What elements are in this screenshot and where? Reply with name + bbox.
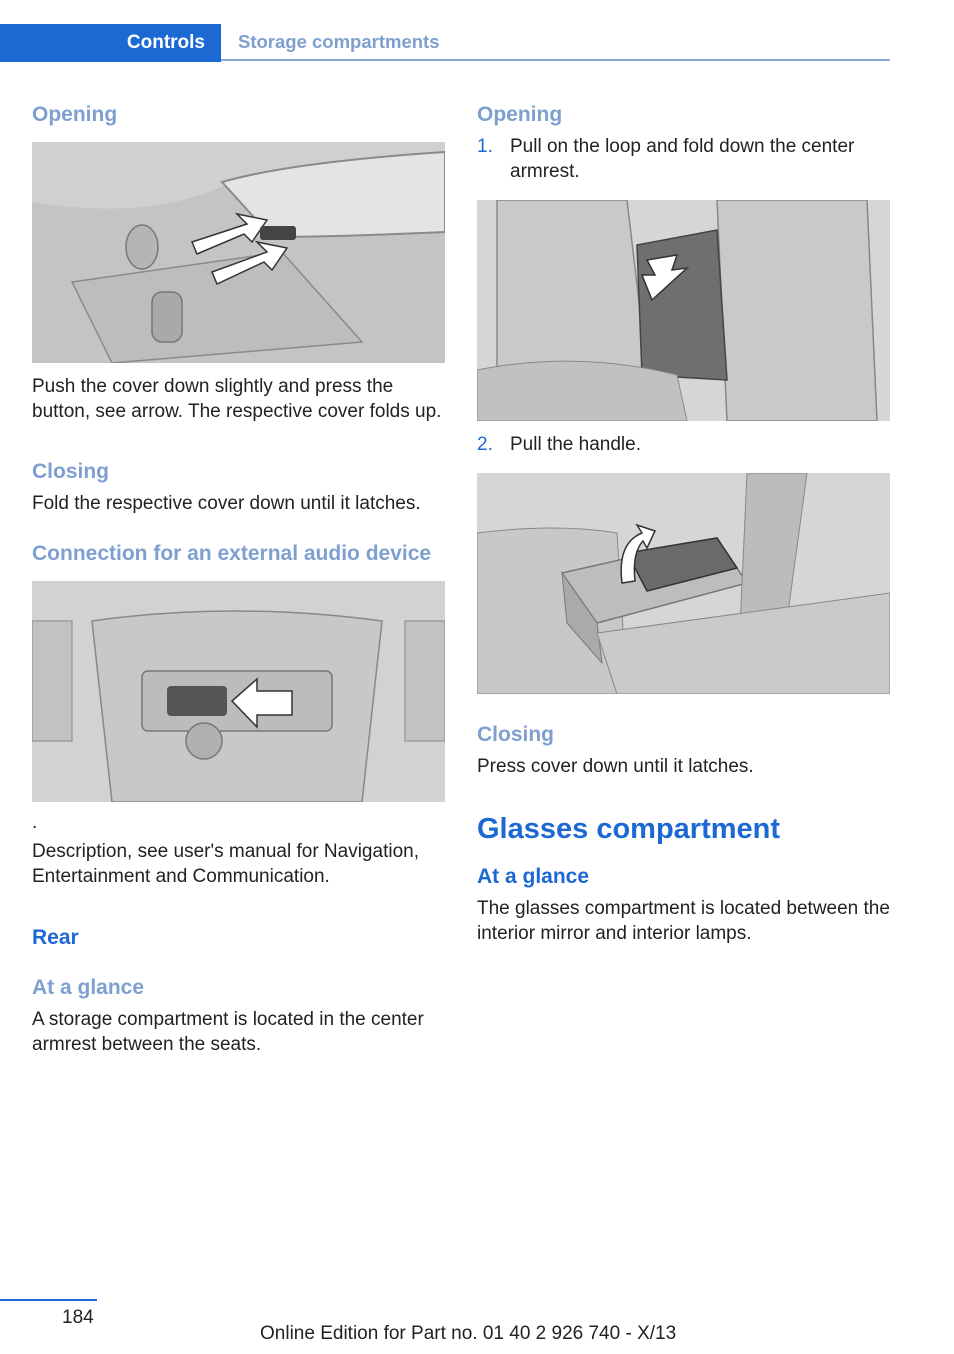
right-column bbox=[477, 100, 890, 946]
rear-heading: Rear bbox=[32, 926, 79, 949]
glasses-description: The glasses compartment is located between the interior mirror and interior lamps. bbox=[477, 898, 890, 944]
step-text: Pull on the loop and fold down the center armrest. bbox=[510, 136, 855, 182]
audio-description: Description, see user's manual for Navigation, Entertainment and Communication. bbox=[32, 841, 419, 887]
page-number: 184 bbox=[62, 1307, 94, 1328]
closing-description: Fold the respective cover down until it latches. bbox=[32, 493, 421, 514]
rear-closing-description: Press cover down until it latches. bbox=[477, 756, 754, 777]
opening-heading: Opening bbox=[32, 103, 118, 126]
step-text: Pull the handle. bbox=[510, 434, 641, 455]
rear-armrest-illustration bbox=[477, 200, 890, 421]
audio-connection-heading: Connection for an external audio device bbox=[32, 542, 432, 565]
opening-description: Push the cover down slightly and press the button, see arrow. The respective cover folds up. bbox=[32, 376, 442, 422]
chapter-tab[interactable] bbox=[0, 24, 221, 62]
chapter-tab-label: Controls bbox=[126, 32, 205, 53]
rear-glance-heading: At a glance bbox=[32, 976, 145, 999]
audio-caption-dot: . bbox=[32, 812, 38, 833]
closing-heading: Closing bbox=[32, 460, 109, 483]
section-label[interactable]: Storage compartments bbox=[238, 31, 440, 52]
step-item bbox=[477, 432, 890, 457]
step-number: 2. bbox=[477, 434, 493, 455]
left-column bbox=[32, 100, 445, 1057]
header-divider bbox=[221, 59, 890, 61]
front-console-illustration bbox=[32, 142, 445, 363]
audio-connection-illustration bbox=[32, 581, 445, 802]
edition-info: Online Edition for Part no. 01 40 2 926 740 - X/13 bbox=[260, 1323, 677, 1344]
rear-handle-illustration bbox=[477, 473, 890, 694]
footer-divider bbox=[0, 1299, 97, 1301]
rear-closing-heading: Closing bbox=[477, 723, 554, 746]
step-item bbox=[477, 134, 890, 184]
rear-opening-heading: Opening bbox=[477, 103, 563, 126]
glasses-compartment-heading: Glasses compartment bbox=[477, 813, 781, 845]
glasses-glance-heading: At a glance bbox=[477, 865, 590, 888]
step-number: 1. bbox=[477, 136, 493, 157]
rear-glance-description: A storage compartment is located in the center armrest between the seats. bbox=[32, 1009, 424, 1055]
